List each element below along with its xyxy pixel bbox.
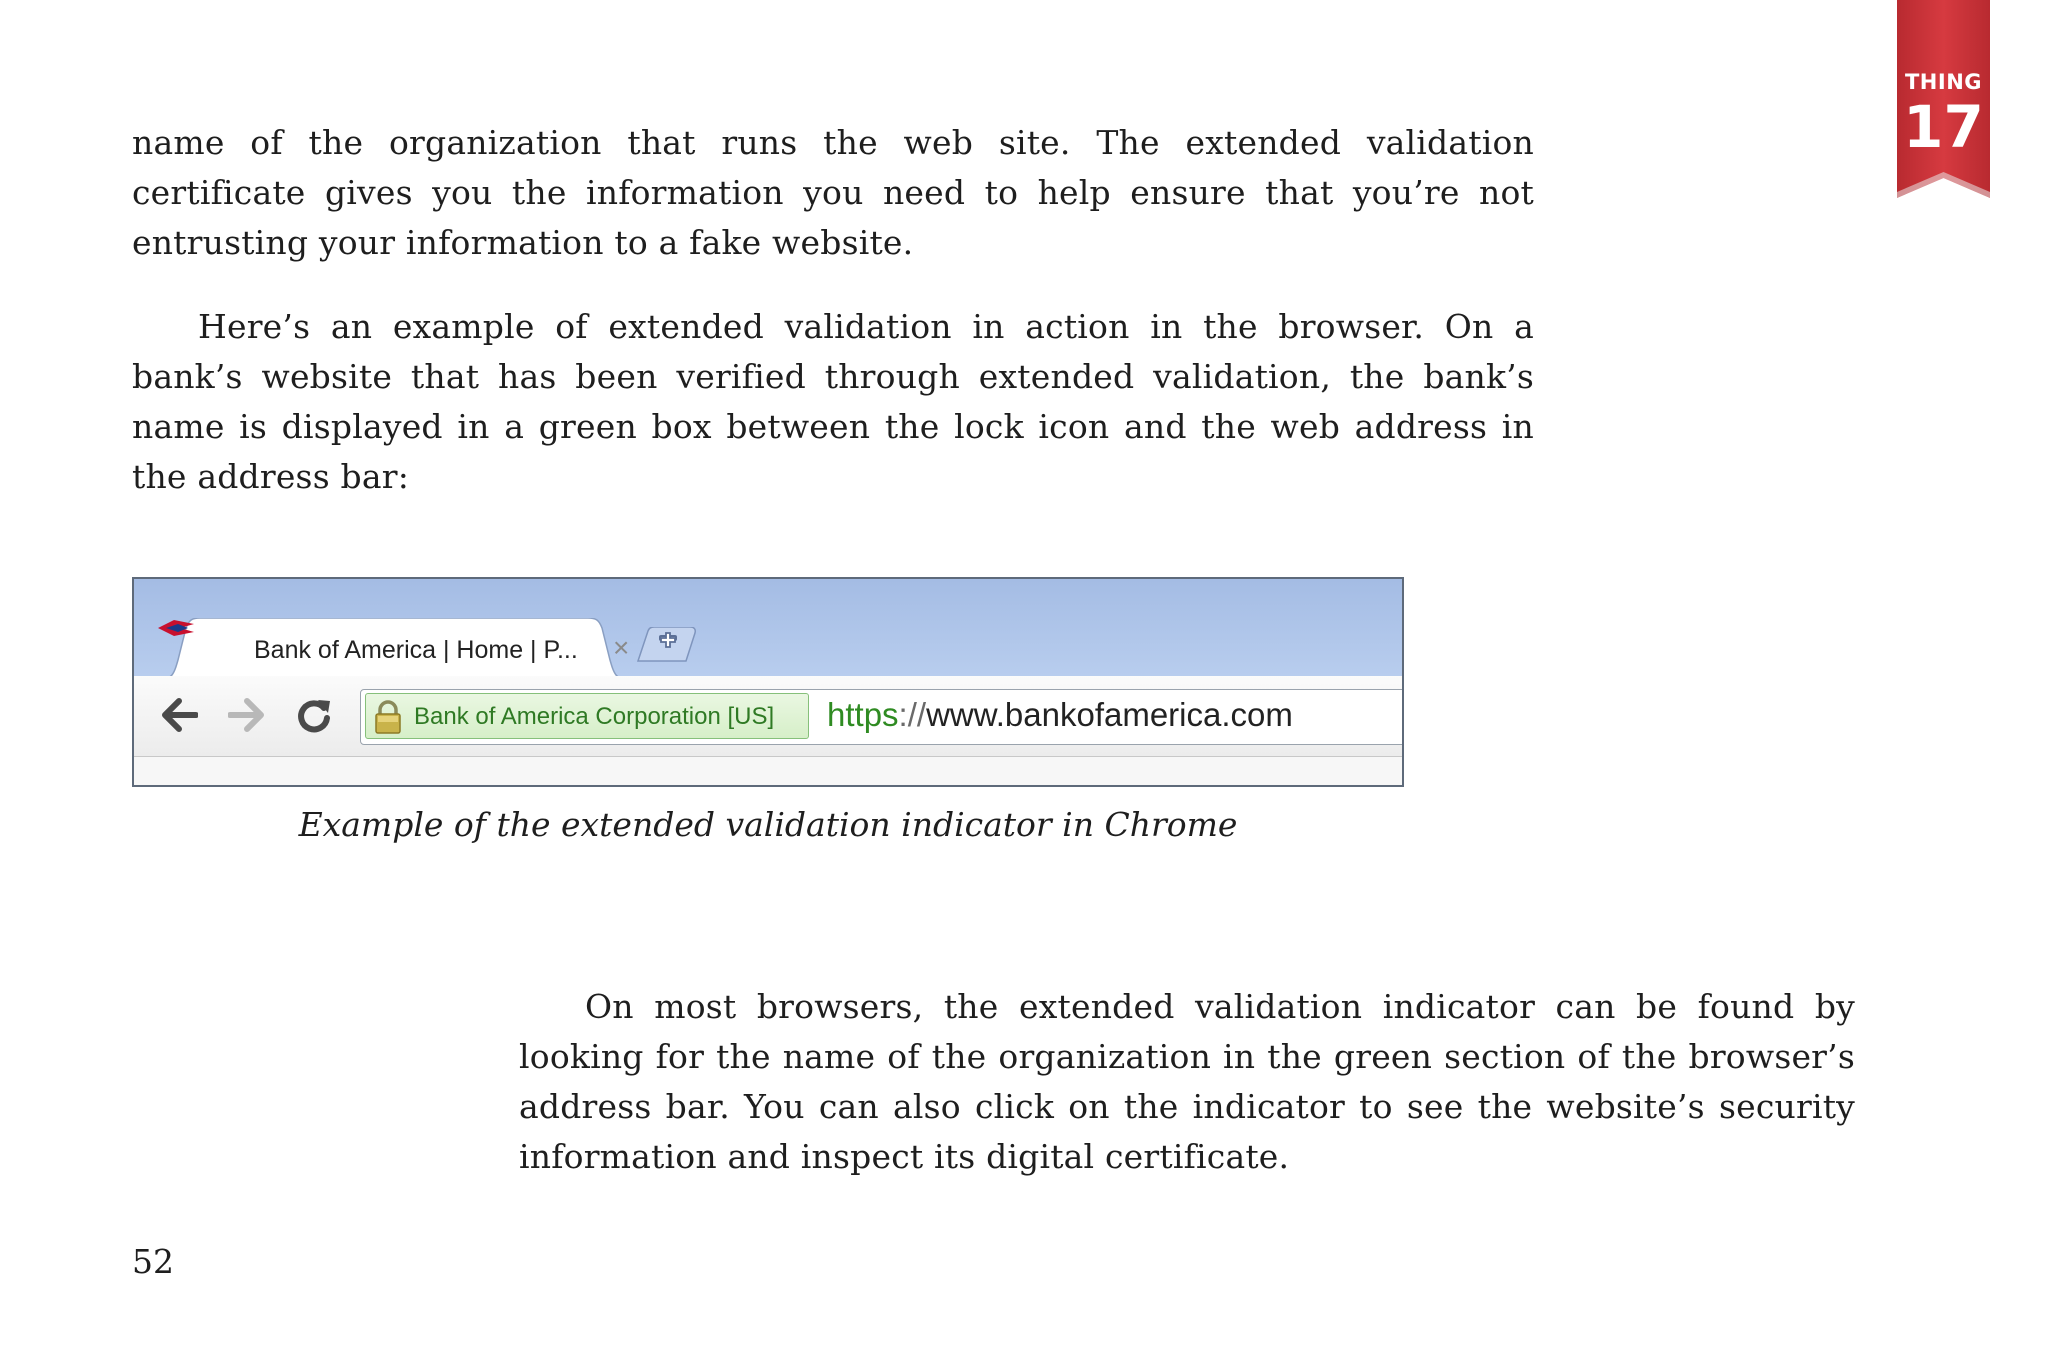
url-host: www.bankofamerica.com <box>926 696 1293 733</box>
content-area <box>134 757 1402 787</box>
new-tab-icon[interactable] <box>636 627 698 663</box>
url-text <box>827 696 1293 734</box>
chapter-ribbon <box>1897 0 1990 198</box>
body-paragraph-1: name of the organization that runs the web site. The extended validation certificate gives you the information you need to help ensure that you’re not entrusting your information to a fake website. <box>132 123 1534 262</box>
body-paragraph-3: On most browsers, the extended validation indicator can be found by looking for the name of the organization in the green section of the browser’s address bar. You can also click on the indicator to see the website’s security information and inspect its digital certificate. <box>519 987 1855 1176</box>
ribbon-number: 17 <box>1903 93 1984 161</box>
tab-title: Bank of America | Home | P... <box>254 636 578 664</box>
lock-icon <box>374 700 402 734</box>
browser-toolbar <box>134 676 1402 757</box>
body-paragraph-2: Here’s an example of extended validation in action in the browser. On a bank’s website that has been verified through extended validation, the bank’s name is displayed in a green box between the lock icon and the web address in the address bar: <box>132 307 1534 496</box>
browser-screenshot <box>132 577 1404 787</box>
ribbon-word: THING <box>1904 70 1983 94</box>
forward-arrow-icon[interactable] <box>228 698 264 732</box>
url-scheme: https <box>827 696 899 733</box>
page-number: 52 <box>132 1242 174 1281</box>
bank-favicon-icon <box>158 618 194 638</box>
ev-organization-label: Bank of America Corporation [US] <box>414 703 775 730</box>
url-separator: :// <box>898 696 927 733</box>
reload-icon[interactable] <box>296 698 332 734</box>
figure-caption: Example of the extended validation indicator in Chrome <box>298 805 1238 844</box>
back-arrow-icon[interactable] <box>162 698 198 732</box>
close-icon[interactable]: × <box>613 632 630 663</box>
ev-indicator[interactable] <box>365 693 809 739</box>
address-bar[interactable] <box>360 689 1404 745</box>
